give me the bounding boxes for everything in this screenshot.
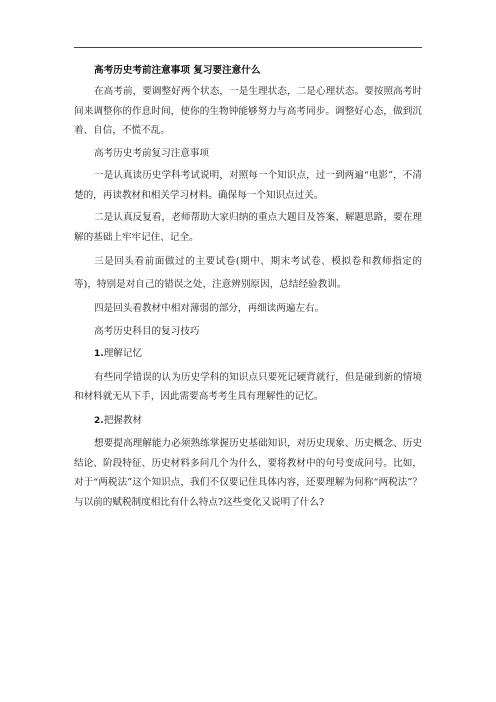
section-heading-textbook xyxy=(74,411,422,432)
header-rule xyxy=(74,47,422,48)
section-heading-text: 把握教材 xyxy=(103,414,143,426)
section-heading-understanding xyxy=(74,344,422,365)
paragraph-point-two: 二是认真反复看，老师帮助大家归纳的重点大题目及答案、解题思路，要在理解的基础上牢牢记住、记全。 xyxy=(74,212,422,243)
section-number: 2. xyxy=(94,415,104,426)
paragraph-point-four: 四是回头看教材中相对薄弱的部分，再细读两遍左右。 xyxy=(94,303,325,314)
paragraph-understanding: 有些同学错误的认为历史学科的知识点只要死记硬背就行，但是碰到新的情境和材料就无从下手，因此需要高考考生具有理解性的记忆。 xyxy=(74,371,422,402)
paragraph-subtitle-techniques: 高考历史科目的复习技巧 xyxy=(94,325,200,337)
paragraph-intro: 在高考前，要调整好两个状态，一是生理状态，二是心理状态。要按照高考时间来调整你的作息时间，使你的生物钟能够努力与高考同步。调整好心态，做到沉着、自信，不慌不乱。 xyxy=(74,86,422,136)
paragraph-point-three: 三是回头看前面做过的主要试卷(期中、期末考试卷、模拟卷和教师指定的等)，特别是对自己的错误之处，注意辨别原因，总结经验教训。 xyxy=(74,256,422,290)
paragraph-point-one: 一是认真读历史学科考试说明，对照每一个知识点，过一到两遍“电影”，不清楚的，再读教材和相关学习材料。确保每一个知识点过关。 xyxy=(74,170,422,201)
paragraph-subtitle-notes: 高考历史考前复习注意事项 xyxy=(94,147,210,159)
section-heading-text: 理解记忆 xyxy=(103,348,143,359)
section-number: 1. xyxy=(94,349,104,359)
paragraph-textbook: 想要提高理解能力必须熟练掌握历史基础知识，对历史现象、历史概念、历史结论、阶段特征、历史材料多问几个为什么，要将教材中的句号变成问号。比如，对于“两税法”这个知识点，我们不仅要记住具体内容，还要理解为何称“两税法”？与以前的赋税制度相比有什么特点?这些变化又说明了什么? xyxy=(74,438,422,508)
document-body xyxy=(74,63,422,515)
document-title: 高考历史考前注意事项 复习要注意什么 xyxy=(94,65,261,76)
